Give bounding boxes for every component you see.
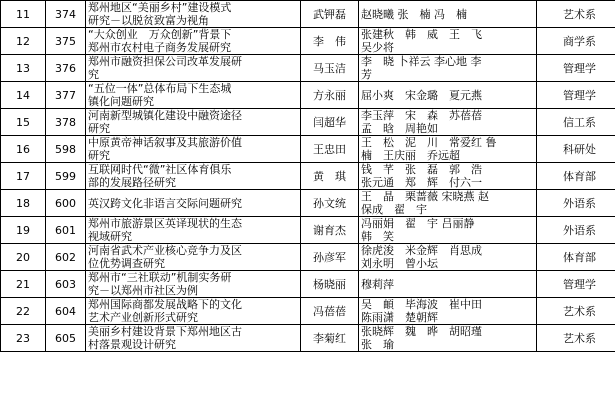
project-number-cell[interactable]: 378 [46, 109, 86, 136]
leader-cell[interactable]: 武钾磊 [301, 1, 359, 28]
department-cell[interactable]: 管理学 [537, 82, 615, 109]
seq-cell[interactable]: 18 [1, 190, 46, 217]
project-title-cell-line: 位优势调查研究 [88, 257, 165, 270]
members-cell-line: 王 晶 栗蔷薇 宋晓燕 赵 [361, 190, 489, 203]
department-cell[interactable]: 艺术系 [537, 298, 615, 325]
department-cell[interactable]: 体育部 [537, 244, 615, 271]
table-row [1, 109, 615, 136]
table-row [1, 136, 615, 163]
seq-cell[interactable]: 23 [1, 325, 46, 352]
members-cell-line: 赵晓曦 张 楠 冯 楠 [361, 7, 467, 21]
table-row [1, 28, 615, 55]
project-title-cell[interactable] [86, 217, 301, 244]
seq-cell[interactable]: 20 [1, 244, 46, 271]
department-cell[interactable]: 艺术系 [537, 1, 615, 28]
members-cell[interactable] [359, 217, 537, 244]
members-cell-line: 张元通 郑 辉 付六一 [361, 176, 482, 189]
project-title-cell-line: 互联网时代“微”社区体育俱乐 [88, 163, 232, 176]
leader-cell[interactable]: 李 伟 [301, 28, 359, 55]
project-number-cell[interactable]: 375 [46, 28, 86, 55]
members-cell-line: 屈小爽 宋金璐 夏元燕 [361, 88, 482, 102]
department-cell[interactable]: 商学系 [537, 28, 615, 55]
project-title-cell-line: 郑州市“三社联动”机制实务研 [88, 271, 232, 284]
seq-cell[interactable]: 21 [1, 271, 46, 298]
members-cell-line: 刘永明 曾小坛 [361, 257, 438, 270]
leader-cell[interactable]: 李菊红 [301, 325, 359, 352]
project-title-cell-line: 究－以郑州市社区为例 [88, 284, 198, 297]
project-number-cell[interactable]: 599 [46, 163, 86, 190]
members-cell-line: 李玉萍 宋 森 苏蓓蓓 [361, 109, 482, 122]
table-row [1, 1, 615, 28]
project-number-cell[interactable]: 602 [46, 244, 86, 271]
department-cell[interactable]: 管理学 [537, 271, 615, 298]
members-cell-line: 张 瑜 [361, 338, 394, 351]
project-title-cell-line: “大众创业 万众创新”背景下 [88, 28, 232, 41]
members-cell[interactable] [359, 136, 537, 163]
members-cell-line: 吴 頔 毕海波 崔中田 [361, 298, 482, 311]
members-cell[interactable] [359, 244, 537, 271]
table-row [1, 244, 615, 271]
project-title-cell[interactable] [86, 82, 301, 109]
project-title-cell-line: 河南省武术产业核心竞争力及区 [88, 244, 242, 257]
members-cell-line: 孟 晗 周艳如 [361, 122, 438, 135]
members-cell[interactable] [359, 109, 537, 136]
table-row [1, 82, 615, 109]
project-title-cell[interactable] [86, 325, 301, 352]
project-title-cell-line: 英汉跨文化非语言交际问题研究 [88, 196, 242, 210]
project-title-cell[interactable] [86, 190, 301, 217]
members-cell-line: 楠 王庆丽 乔远超 [361, 149, 460, 162]
members-cell-line: 陈雨潇 楚朝辉 [361, 311, 438, 324]
seq-cell[interactable]: 14 [1, 82, 46, 109]
project-number-cell[interactable]: 601 [46, 217, 86, 244]
department-cell[interactable]: 艺术系 [537, 325, 615, 352]
project-title-cell[interactable] [86, 109, 301, 136]
department-cell[interactable]: 体育部 [537, 163, 615, 190]
project-title-cell-line: 郑州地区“美丽乡村”建设模式 [88, 1, 232, 14]
project-title-cell-line: 郑州市旅游景区英译现状的生态 [88, 217, 242, 230]
seq-cell[interactable]: 22 [1, 298, 46, 325]
project-title-cell-line: 美丽乡村建设背景下郑州地区古 [88, 325, 242, 338]
project-title-cell-line: “五位一体”总体布局下生态城 [88, 82, 232, 95]
leader-cell[interactable]: 谢育杰 [301, 217, 359, 244]
members-cell-line: 穆莉萍 [361, 277, 394, 291]
project-title-cell-line: 艺术产业创新形式研究 [88, 311, 198, 324]
seq-cell[interactable]: 15 [1, 109, 46, 136]
project-title-cell-line: 镇化问题研究 [88, 95, 154, 108]
project-title-cell[interactable] [86, 271, 301, 298]
project-number-cell[interactable]: 604 [46, 298, 86, 325]
members-cell[interactable] [359, 82, 537, 109]
leader-cell[interactable]: 杨晓丽 [301, 271, 359, 298]
project-title-cell-line: 研究 [88, 149, 110, 162]
project-title-cell[interactable] [86, 136, 301, 163]
department-cell[interactable]: 科研处 [537, 136, 615, 163]
members-cell-line: 李 晓 卜祥云 李心地 李 [361, 55, 482, 68]
leader-cell[interactable]: 冯蓓蓓 [301, 298, 359, 325]
members-cell[interactable] [359, 190, 537, 217]
project-title-cell[interactable] [86, 298, 301, 325]
project-number-cell[interactable]: 376 [46, 55, 86, 82]
table-body [1, 1, 615, 352]
table-row [1, 271, 615, 298]
members-cell-line: 保成 翟 宇 [361, 203, 427, 216]
project-number-cell[interactable]: 605 [46, 325, 86, 352]
leader-cell[interactable]: 王忠田 [301, 136, 359, 163]
members-cell[interactable] [359, 298, 537, 325]
members-cell[interactable] [359, 271, 537, 298]
members-cell-line: 张晓辉 魏 晔 胡昭瑾 [361, 325, 482, 338]
members-cell-line: 徐虎浚 米金辉 肖思成 [361, 244, 482, 257]
table-row [1, 217, 615, 244]
members-cell-line: 张建秋 韩 威 王 飞 [361, 28, 482, 41]
leader-cell[interactable]: 马玉洁 [301, 55, 359, 82]
project-title-cell-line: 究 [88, 68, 99, 81]
seq-cell[interactable]: 17 [1, 163, 46, 190]
project-title-cell-line: 视域研究 [88, 230, 132, 243]
project-title-cell-line: 河南新型城镇化建设中融资途径 [88, 109, 242, 122]
leader-cell[interactable]: 孙文统 [301, 190, 359, 217]
project-title-cell-line: 研究－以脱贫致富为视角 [88, 14, 209, 27]
members-cell-line: 芳 [361, 68, 372, 81]
project-title-cell[interactable] [86, 163, 301, 190]
table-row [1, 55, 615, 82]
project-title-cell-line: 中原黄帝神话叙事及其旅游价值 [88, 136, 242, 149]
members-cell[interactable] [359, 163, 537, 190]
seq-cell[interactable]: 11 [1, 1, 46, 28]
department-cell[interactable]: 信工系 [537, 109, 615, 136]
project-number-cell[interactable]: 600 [46, 190, 86, 217]
leader-cell[interactable]: 黄 琪 [301, 163, 359, 190]
members-cell-line: 吴少将 [361, 41, 394, 54]
project-title-cell[interactable] [86, 1, 301, 28]
seq-cell[interactable]: 19 [1, 217, 46, 244]
members-cell[interactable] [359, 325, 537, 352]
table-row [1, 163, 615, 190]
table-row [1, 298, 615, 325]
members-cell-line: 钱 芊 张 磊 郭 浩 [361, 163, 482, 176]
project-number-cell[interactable]: 603 [46, 271, 86, 298]
members-cell[interactable] [359, 55, 537, 82]
project-title-cell-line: 村落景观设计研究 [88, 338, 176, 351]
seq-cell[interactable]: 13 [1, 55, 46, 82]
department-cell[interactable]: 管理学 [537, 55, 615, 82]
department-cell[interactable]: 外语系 [537, 190, 615, 217]
project-title-cell-line: 郑州市农村电子商务发展研究 [88, 41, 231, 54]
members-cell-line: 冯丽娟 翟 宇 吕丽静 [361, 217, 475, 230]
project-title-cell-line: 郑州国际商都发展战略下的文化 [88, 298, 242, 311]
members-cell-line: 韩 笑 [361, 230, 394, 243]
members-cell[interactable] [359, 28, 537, 55]
project-number-cell[interactable]: 377 [46, 82, 86, 109]
project-title-cell-line: 研究 [88, 122, 110, 135]
seq-cell[interactable]: 16 [1, 136, 46, 163]
project-number-cell[interactable]: 374 [46, 1, 86, 28]
leader-cell[interactable]: 孙彦军 [301, 244, 359, 271]
project-title-cell-line: 郑州市融资担保公司改革发展研 [88, 55, 242, 68]
project-title-cell-line: 部的发展路径研究 [88, 176, 176, 189]
leader-cell[interactable]: 闫超华 [301, 109, 359, 136]
leader-cell[interactable]: 方永丽 [301, 82, 359, 109]
project-title-cell[interactable] [86, 55, 301, 82]
members-cell[interactable] [359, 1, 537, 28]
table-row [1, 325, 615, 352]
table-row [1, 190, 615, 217]
project-title-cell[interactable] [86, 28, 301, 55]
project-number-cell[interactable]: 598 [46, 136, 86, 163]
members-cell-line: 王 松 泥 川 常爱红 鲁 [361, 136, 497, 149]
seq-cell[interactable]: 12 [1, 28, 46, 55]
project-title-cell[interactable] [86, 244, 301, 271]
department-cell[interactable]: 外语系 [537, 217, 615, 244]
